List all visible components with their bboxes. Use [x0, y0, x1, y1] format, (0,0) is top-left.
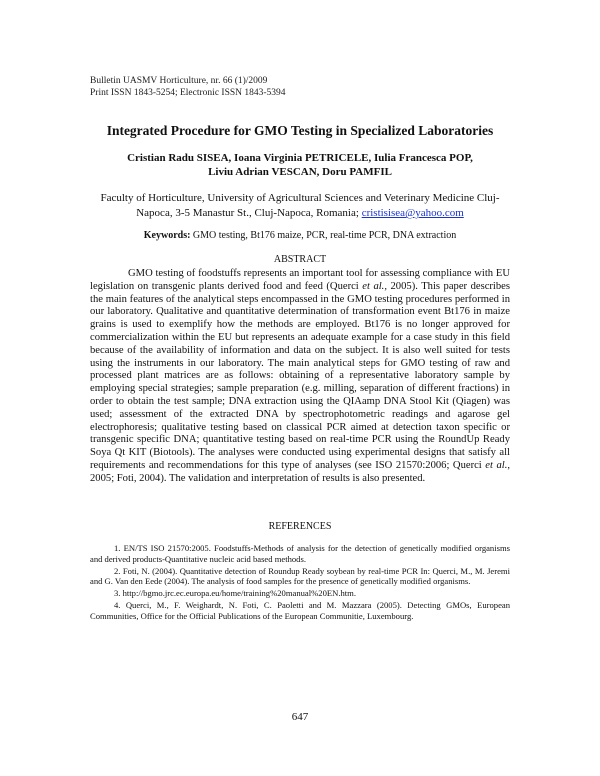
abstract-part-2: 2005). This paper describes the main features of the analytical steps encompassed in the GMO testing procedures performed in our laboratory. Qualitative and quantitative determination of transformation event Bt176 in maize grains is used to exemplify how the methods are employed. Bt176 is no longer approved for commercialization within the EU but represents an adequate example for a case study in this field because of the availability of information and data on the subject. It is also well suited for tests using the instruments in our laboratory. The main analytical steps for GMO testing of raw and processed plant matrices are as follows: obtaining of a representative laboratory sample by employing special strategies; sample preparation (e.g. milling, separation of different fractions) in order to obtain the test sample; DNA extraction using the QIAamp DNA Stool Kit (Qiagen) was used; assessment of the extracted DNA by spectrophotometric readings and agarose gel electrophoresis; qualitative testing based on classical PCR aimed at detection taxon specific or transgenic specific DNA; quantitative testing based on real-time PCR using the RoundUp Ready Soya Qt KIT (Biotools). The analyses were conducted using experimental designs that satisfy all requirements and recommendations for this type of analyses (see ISO 21570:2006; Querci — [90, 280, 510, 471]
paper-title: Integrated Procedure for GMO Testing in Specialized Laboratories — [106, 123, 494, 138]
reference-item: 1. EN/TS ISO 21570:2005. Foodstuffs-Methods of analysis for the detection of genetically modified organisms and derived products-Quantitative nucleic acid based methods. — [90, 543, 510, 564]
page-number: 647 — [291, 711, 309, 723]
author-line-1: Cristian Radu SISEA, Ioana Virginia PETRICELE, Iulia Francesca POP, — [127, 152, 473, 164]
abstract-etal-1: et al., — [362, 280, 387, 292]
abstract-etal-2: et al. — [485, 459, 508, 471]
abstract-body — [90, 268, 510, 486]
reference-item: 2. Foti, N. (2004). Quantitative detection of Roundup Ready soybean by real-time PCR In: Querci, M., M. Jeremi and G. Van den Eede (2004). The analysis of food samples for the presence of genetically modified organisms. — [90, 565, 510, 587]
abstract-part-3: , 2005; Foti, 2004). The validation and interpretation of results is also presented. — [90, 459, 510, 484]
reference-item: 3. http://bgmo.jrc.ec.europa.eu/home/training%20manual%20EN.htm. — [114, 588, 356, 599]
journal-citation: Bulletin UASMV Horticulture, nr. 66 (1)/2009 — [90, 76, 268, 86]
abstract-part-1: GMO testing of foodstuffs represents an important tool for assessing compliance with EU legislation on transgenic plants derived food and feed (Querci — [90, 268, 510, 292]
keywords-label: Keywords: — [143, 230, 191, 241]
keywords — [60, 230, 540, 241]
affiliation — [85, 191, 515, 221]
reference-list — [90, 543, 510, 623]
journal-issn: Print ISSN 1843-5254; Electronic ISSN 1843-5394 — [90, 88, 286, 98]
journal-header — [90, 75, 286, 99]
references-heading: REFERENCES — [268, 521, 332, 532]
affiliation-text: Faculty of Horticulture, University of Agricultural Sciences and Veterinary Medicine Cluj-Napoca, 3-5 Manastur St., Cluj-Napoca, Romania; — [100, 192, 500, 219]
abstract-heading: ABSTRACT — [273, 254, 327, 265]
author-line-2: Liviu Adrian VESCAN, Doru PAMFIL — [208, 166, 392, 178]
reference-item: 4. Querci, M., F. Weighardt, N. Foti, C. Paoletti and M. Mazzara (2005). Detecting GMOs, European Communities, Office for the Official Publications of the European Communitie, Luxembourg. — [90, 599, 510, 621]
keywords-text: GMO testing, Bt176 maize, PCR, real-time PCR, DNA extraction — [190, 230, 457, 241]
author-email-link[interactable]: cristisisea@yahoo.com — [361, 207, 464, 219]
author-list — [80, 151, 520, 179]
